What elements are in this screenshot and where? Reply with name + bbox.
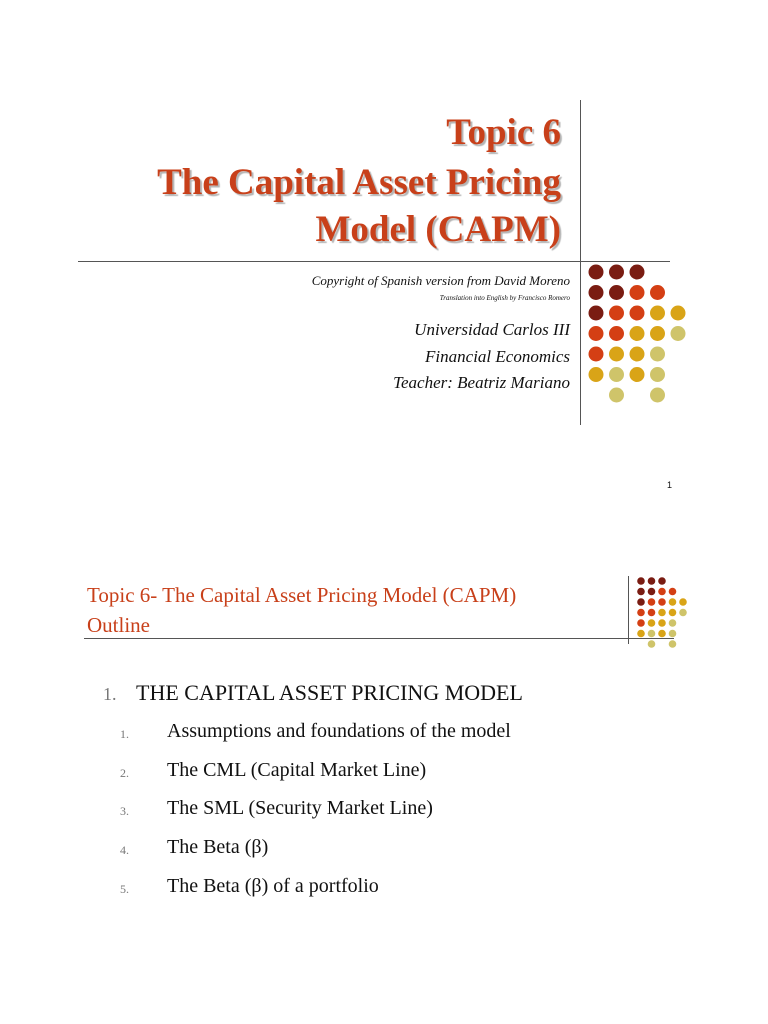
decorative-dot — [671, 326, 686, 341]
decorative-dot — [669, 588, 677, 596]
decorative-dot — [630, 347, 645, 362]
decorative-dot — [609, 306, 624, 321]
decorative-dot — [589, 265, 604, 280]
decorative-dot — [669, 609, 677, 617]
page-number: 1 — [667, 480, 673, 490]
decorative-dot — [589, 285, 604, 300]
decorative-dot — [589, 347, 604, 362]
decorative-dot — [589, 367, 604, 382]
decorative-dot — [648, 598, 656, 606]
decorative-dot — [630, 265, 645, 280]
sub-item-text: Assumptions and foundations of the model — [167, 720, 511, 742]
sub-item-text: The SML (Security Market Line) — [167, 797, 433, 819]
decorative-dot — [658, 598, 666, 606]
decorative-dot — [609, 285, 624, 300]
decorative-dot — [650, 347, 665, 362]
sub-item-number: 5. — [120, 882, 129, 896]
outline-vertical-divider — [628, 576, 629, 644]
sub-item-text: The CML (Capital Market Line) — [167, 759, 427, 781]
decorative-dot — [637, 598, 645, 606]
decorative-dot — [630, 326, 645, 341]
university-name: Universidad Carlos III — [414, 320, 570, 339]
decorative-dot — [589, 326, 604, 341]
decorative-dot — [679, 609, 687, 617]
decorative-dot — [669, 598, 677, 606]
decorative-dot — [637, 588, 645, 596]
slide-title-line-3: Model (CAPM) — [315, 209, 561, 250]
decorative-dot — [650, 367, 665, 382]
sub-item-number: 4. — [120, 843, 129, 857]
decorative-dot — [658, 588, 666, 596]
main-item-number: 1. — [103, 684, 117, 704]
decorative-dot — [658, 630, 666, 638]
outline-horizontal-divider — [84, 638, 674, 639]
decorative-dot — [648, 630, 656, 638]
translation-credit: Translation into English by Francisco Romero — [439, 294, 570, 302]
decorative-dot — [648, 609, 656, 617]
decorative-dot — [648, 577, 656, 585]
decorative-dot — [658, 577, 666, 585]
decorative-dot — [650, 285, 665, 300]
decorative-dot — [650, 306, 665, 321]
decorative-dot — [669, 630, 677, 638]
sub-item-number: 1. — [120, 727, 129, 741]
decorative-dot — [650, 388, 665, 403]
slide-title-line-2: The Capital Asset Pricing — [157, 162, 561, 203]
vertical-divider — [580, 100, 581, 425]
decorative-dot — [648, 588, 656, 596]
decorative-dot — [671, 306, 686, 321]
decorative-dot — [609, 347, 624, 362]
sub-item-text: The Beta (β) — [167, 836, 269, 858]
decorative-dot — [609, 388, 624, 403]
decorative-dot — [609, 367, 624, 382]
decorative-dot — [669, 640, 677, 648]
outline-title-line-2: Outline — [87, 613, 150, 637]
decorative-dot — [637, 619, 645, 627]
decorative-dot — [679, 598, 687, 606]
sub-item-text: The Beta (β) of a portfolio — [167, 875, 379, 897]
decorative-dot — [648, 640, 656, 648]
decorative-dot — [589, 306, 604, 321]
copyright-text: Copyright of Spanish version from David Moreno — [311, 273, 570, 288]
decorative-dot — [630, 306, 645, 321]
decorative-dot — [648, 619, 656, 627]
decorative-dot — [669, 619, 677, 627]
course-name: Financial Economics — [425, 347, 570, 366]
slide-title-line-1: Topic 6 — [446, 112, 561, 153]
sub-item-number: 3. — [120, 804, 129, 818]
decorative-dot — [630, 367, 645, 382]
decorative-dot — [637, 577, 645, 585]
decorative-dot — [637, 630, 645, 638]
decorative-dot — [609, 265, 624, 280]
sub-item-number: 2. — [120, 766, 129, 780]
decorative-dot — [650, 326, 665, 341]
decorative-dot — [637, 609, 645, 617]
decorative-dot — [609, 326, 624, 341]
main-item-text: THE CAPITAL ASSET PRICING MODEL — [136, 680, 523, 705]
decorative-dot — [630, 285, 645, 300]
decorative-dot — [658, 609, 666, 617]
decorative-dot-grid — [586, 262, 696, 424]
horizontal-divider — [78, 261, 670, 262]
teacher-name: Teacher: Beatriz Mariano — [393, 373, 570, 392]
outline-title-line-1: Topic 6- The Capital Asset Pricing Model (CAPM) — [87, 583, 517, 607]
decorative-dot — [658, 619, 666, 627]
